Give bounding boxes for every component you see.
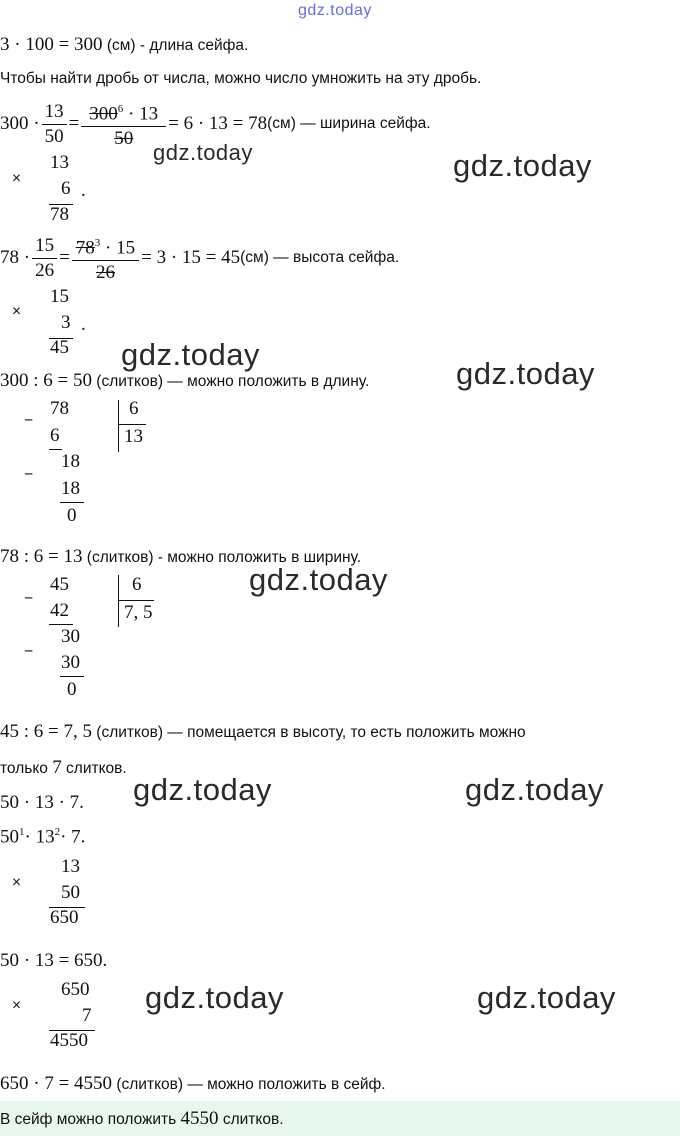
denominator: 26 <box>95 262 115 284</box>
line-length <box>0 34 248 56</box>
rule <box>60 502 84 503</box>
line-product: 50 · 13 · 7. <box>0 792 84 813</box>
denominator: 50 <box>114 128 134 150</box>
cancelled: 78 <box>75 237 95 259</box>
result: 78 <box>50 204 69 225</box>
line-product-1: 50 · 13 = 650. <box>0 950 108 971</box>
line-height <box>0 231 399 285</box>
math: · 13 <box>24 826 55 848</box>
minus-sign: − <box>24 466 34 483</box>
result: 4550 <box>50 1030 88 1051</box>
watermark: gdz.today <box>456 356 595 391</box>
numerator <box>81 97 166 127</box>
divisor: 6 <box>129 398 139 419</box>
line-total <box>0 1073 386 1095</box>
text: только <box>0 760 53 777</box>
quotient: 7, 5 <box>124 602 153 623</box>
minus-sign: − <box>24 643 34 660</box>
operand: 50 <box>61 882 80 903</box>
times-sign: × <box>12 170 22 187</box>
sup: 3 <box>94 237 101 249</box>
result: 650 <box>50 907 79 928</box>
text: В сейф можно положить <box>0 1111 181 1128</box>
text: (см) — ширина сейфа. <box>267 115 431 133</box>
math: 45 : 6 = 7, 5 <box>0 721 92 742</box>
minus-sign: − <box>24 412 34 429</box>
operand: 13 <box>61 856 80 877</box>
text: (слитков) — помещается в высоту, то есть положить можно <box>92 724 526 741</box>
text: (см) - длина сейфа. <box>102 37 249 54</box>
operand: 6 <box>61 178 71 199</box>
divider-line <box>118 400 119 452</box>
math: 7 <box>52 757 62 778</box>
answer-line <box>0 1108 284 1130</box>
watermark: gdz.today <box>133 772 272 807</box>
text: слитков. <box>61 760 127 777</box>
times-sign: × <box>12 874 22 891</box>
math: 78 : 6 = 13 <box>0 546 83 567</box>
math: 650 · 7 = 4550 <box>0 1073 113 1094</box>
denominator: 50 <box>44 125 64 147</box>
math: = 6 · 13 = 78 <box>168 113 268 135</box>
minus-sign: − <box>24 590 34 607</box>
watermark: gdz.today <box>453 148 592 183</box>
math: 300 : 6 = 50 <box>0 370 92 391</box>
watermark: gdz.today <box>153 140 253 165</box>
text: (слитков) - можно положить в ширину. <box>82 549 362 566</box>
math: 50 <box>0 826 19 848</box>
dot: . <box>81 314 86 335</box>
line-div-length <box>0 370 369 392</box>
watermark: gdz.today <box>465 772 604 807</box>
fraction <box>72 231 139 285</box>
sup: 6 <box>117 103 124 115</box>
math: · 7. <box>60 826 86 848</box>
math: 3 · 100 = 300 <box>0 34 103 55</box>
subtrahend: 30 <box>61 652 80 673</box>
operand: 7 <box>82 1005 92 1026</box>
text: (см) — высота сейфа. <box>240 249 400 267</box>
sup: 1 <box>19 826 25 838</box>
remainder-step: 18 <box>61 451 80 472</box>
line-div-height <box>0 721 526 743</box>
num-rest: · 13 <box>123 103 159 125</box>
math: = <box>59 247 70 269</box>
subtrahend: 42 <box>50 600 69 621</box>
denominator: 26 <box>35 259 55 281</box>
math: 300 · <box>0 113 40 135</box>
remainder-step: 30 <box>61 626 80 647</box>
math: = 3 · 15 = 45 <box>141 247 241 269</box>
watermark: gdz.today <box>249 562 388 597</box>
numerator: 13 <box>42 100 67 125</box>
result: 45 <box>50 337 69 358</box>
operand: 15 <box>50 286 69 307</box>
times-sign: × <box>12 303 22 320</box>
watermark: gdz.today <box>477 980 616 1015</box>
operand: 3 <box>61 312 71 333</box>
dot: . <box>81 180 86 201</box>
rule <box>60 676 84 677</box>
operand: 13 <box>50 152 69 173</box>
remainder: 0 <box>67 505 77 526</box>
subtrahend: 6 <box>50 425 60 446</box>
dividend: 45 <box>50 574 69 595</box>
watermark: gdz.today <box>121 337 260 372</box>
watermark: gdz.today <box>145 980 284 1015</box>
divisor: 6 <box>132 574 142 595</box>
watermark-top: gdz.today <box>298 2 372 19</box>
numerator <box>72 231 139 261</box>
math: 78 · <box>0 247 31 269</box>
operand: 650 <box>61 979 90 1000</box>
times-sign: × <box>12 997 22 1014</box>
num-rest: · 15 <box>100 237 136 259</box>
math: = <box>68 113 80 135</box>
rule-text: Чтобы найти дробь от числа, можно число умножить на эту дробь. <box>0 70 482 87</box>
line-order <box>0 826 85 848</box>
line-only-seven <box>0 757 127 779</box>
dividend: 78 <box>50 398 69 419</box>
remainder: 0 <box>67 679 77 700</box>
text: (слитков) — можно положить в сейф. <box>112 1076 386 1093</box>
fraction <box>32 234 57 283</box>
sup: 2 <box>54 826 61 838</box>
subtrahend: 18 <box>61 478 80 499</box>
text: (слитков) — можно положить в длину. <box>92 373 370 390</box>
cancelled: 300 <box>89 103 118 125</box>
quotient: 13 <box>124 426 143 447</box>
math: 4550 <box>180 1108 219 1129</box>
fraction <box>42 100 67 149</box>
text: слитков. <box>218 1111 284 1128</box>
numerator: 15 <box>32 234 57 259</box>
